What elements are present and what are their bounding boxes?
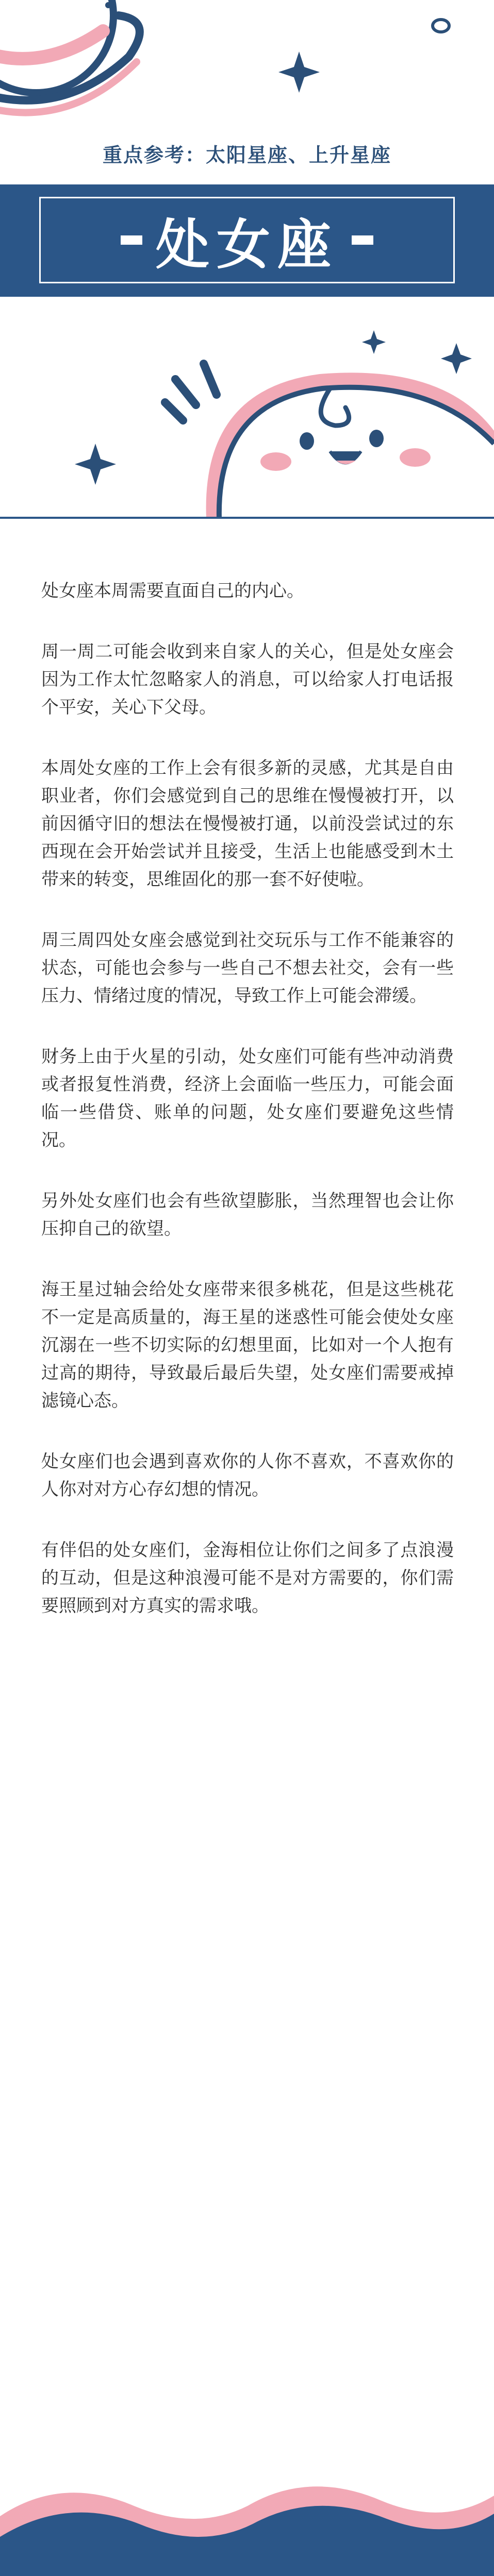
- title-frame: [39, 197, 455, 283]
- reference-note: 重点参考：太阳星座、上升星座: [102, 144, 391, 166]
- dash-right: [352, 235, 373, 245]
- star-icon: [75, 444, 116, 485]
- article-body: [41, 577, 454, 1653]
- sparkle-icon: [362, 330, 386, 354]
- paragraph: 财务上由于火星的引动，处女座们可能有些冲动消费或者报复性消费，经济上会面临一些压力，可能会面临一些借贷、账单的问题，处女座们要避免这些情况。: [41, 1046, 454, 1150]
- paragraph: 海王星过轴会给处女座带来很多桃花，但是这些桃花不一定是高质量的，海王星的迷惑性可能会使处女座沉溺在一些不切实际的幻想里面，比如对一个人抱有过高的期待，导致最后最后失望，处女座们需要戒掉滤镜心态。: [41, 1279, 454, 1411]
- paragraph: 有伴侣的处女座们，金海相位让你们之间多了点浪漫的互动，但是这种浪漫可能不是对方需要的，你们需要照顾到对方真实的需求哦。: [41, 1540, 454, 1616]
- mascot-illustration: [0, 297, 494, 518]
- paragraph: 周一周二可能会收到来自家人的关心，但是处女座会因为工作太忙忽略家人的消息，可以给家人打电话报个平安，关心下父母。: [41, 641, 454, 718]
- title-banner: [0, 184, 494, 297]
- wave-decoration: [0, 2460, 494, 2576]
- paragraph: 处女座本周需要直面自己的内心。: [41, 581, 304, 601]
- paragraph: 另外处女座们也会有些欲望膨胀，当然理智也会让你压抑自己的欲望。: [41, 1191, 454, 1239]
- section-divider: [0, 517, 494, 519]
- paragraph: 周三周四处女座会感觉到社交玩乐与工作不能兼容的状态，可能也会参与一些自己不想去社交，会有一些压力、情绪过度的情况，导致工作上可能会滞缓。: [41, 930, 454, 1006]
- paragraph: 处女座们也会遇到喜欢你的人你不喜欢，不喜欢你的人你对对方心存幻想的情况。: [41, 1451, 454, 1500]
- star-icon: [441, 343, 472, 374]
- paragraph: 本周处女座的工作上会有很多新的灵感，尤其是自由职业者，你们会感觉到自己的思维在慢慢被打开，以前因循守旧的想法在慢慢被打通，以前没尝试过的东西现在会开始尝试并且接受，生活上也能感受到木土带来的转变，思维固化的那一套不好使啦。: [41, 758, 454, 890]
- dash-left: [121, 235, 142, 245]
- page-title: 处女座: [155, 213, 338, 276]
- planet-decoration: [0, 0, 494, 129]
